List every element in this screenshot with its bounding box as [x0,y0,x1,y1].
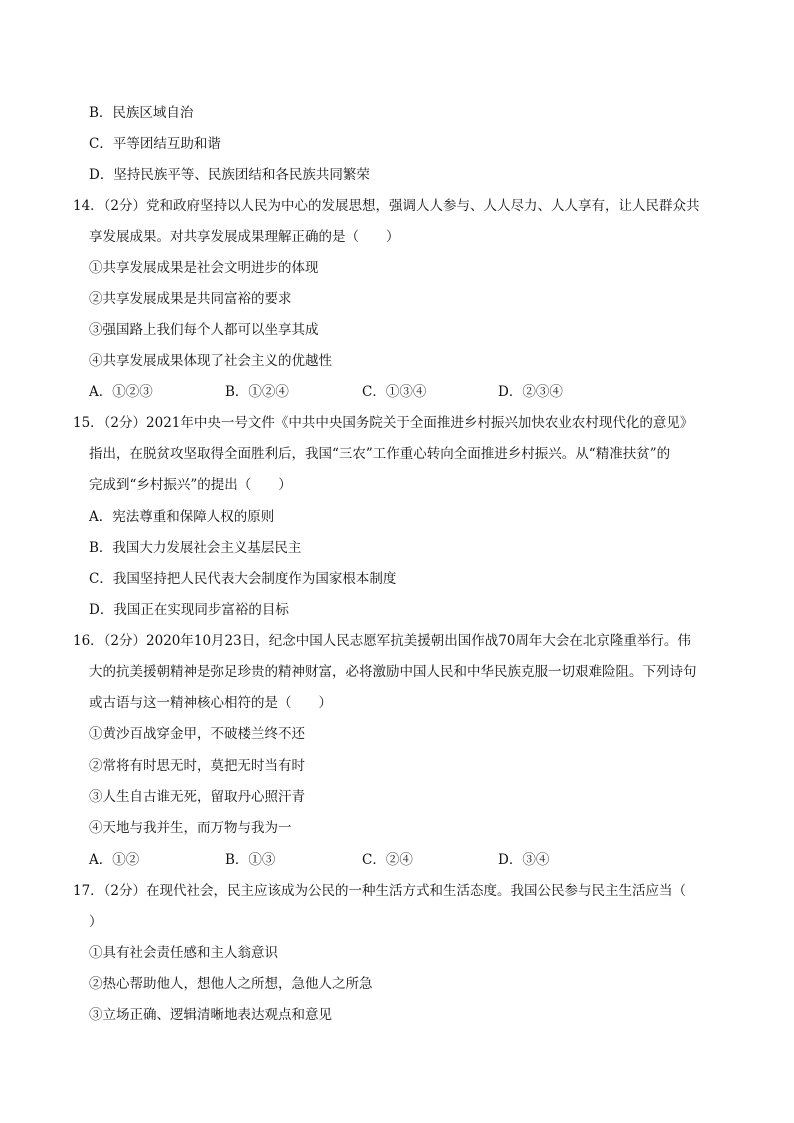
q16-choice-d: D．③④ [498,852,550,868]
q15-option-c: C．我国坚持把人民代表大会制度作为国家根本制度 [89,571,397,587]
q16-choice-a: A．①② [89,852,140,868]
q16-choice-b: B．①③ [225,852,276,868]
q16-choices [89,850,729,870]
q17-item-2: ②热心帮助他人，想他人之所想，急他人之所急 [89,976,373,992]
q15-option-d: D．我国正在实现同步富裕的目标 [89,602,289,618]
q13-option-d: D．坚持民族平等、民族团结和各民族共同繁荣 [89,167,370,183]
q14-choice-d: D．②③④ [498,384,563,400]
q14-stem-line1: 14．（2分）党和政府坚持以人民为中心的发展思想，强调人人参与、人人尽力、人人享有，让人民群众共 [73,198,700,214]
q14-choice-a: A．①②③ [89,384,153,400]
q15-option-a: A．宪法尊重和保障人权的原则 [89,509,275,525]
q14-item-1: ①共享发展成果是社会文明进步的体现 [89,260,319,276]
q13-option-c: C．平等团结互助和谐 [89,136,221,152]
q15-stem-line1: 15．（2分）2021年中央一号文件《中共中央国务院关于全面推进乡村振兴加快农业农村现代化的意见》 [73,415,694,431]
q15-option-b: B．我国大力发展社会主义基层民主 [89,540,302,556]
q14-choice-b: B．①②④ [225,384,289,400]
q17-stem-line2: ） [89,914,103,930]
q13-option-b: B．民族区域自治 [89,105,194,121]
q17-stem-line1: 17．（2分）在现代社会，民主应该成为公民的一种生活方式和生活态度。我国公民参与民主生活应当（ [73,883,687,899]
q15-stem-line3: 完成到“乡村振兴”的提出（ ） [89,477,292,493]
q16-stem-line1: 16．（2分）2020年10月23日，纪念中国人民志愿军抗美援朝出国作战70周年大会在北京隆重举行。伟 [73,633,691,649]
q16-item-3: ③人生自古谁无死，留取丹心照汗青 [89,789,305,805]
q14-choices [89,382,729,402]
q16-item-1: ①黄沙百战穿金甲，不破楼兰终不还 [89,726,305,742]
q14-item-2: ②共享发展成果是共同富裕的要求 [89,291,292,307]
q14-item-3: ③强国路上我们每个人都可以坐享其成 [89,322,319,338]
q14-item-4: ④共享发展成果体现了社会主义的优越性 [89,353,332,369]
q17-item-3: ③立场正确、逻辑清晰地表达观点和意见 [89,1007,332,1023]
q16-stem-line3: 或古语与这一精神核心相符的是（ ） [89,695,332,711]
q16-stem-line2: 大的抗美援朝精神是弥足珍贵的精神财富，必将激励中国人民和中华民族克服一切艰难险阻。下列诗句 [89,664,697,680]
q16-item-2: ②常将有时思无时，莫把无时当有时 [89,758,305,774]
q14-stem-line2: 享发展成果。对共享发展成果理解正确的是（ ） [89,229,400,245]
q15-stem-line2: 指出，在脱贫攻坚取得全面胜利后，我国“三农”工作重心转向全面推进乡村振兴。从“精准扶贫”的 [89,446,671,462]
q14-choice-c: C．①③④ [362,384,427,400]
q16-item-4: ④天地与我并生，而万物与我为一 [89,820,292,836]
q16-choice-c: C．②④ [362,852,413,868]
q17-item-1: ①具有社会责任感和主人翁意识 [89,945,278,961]
